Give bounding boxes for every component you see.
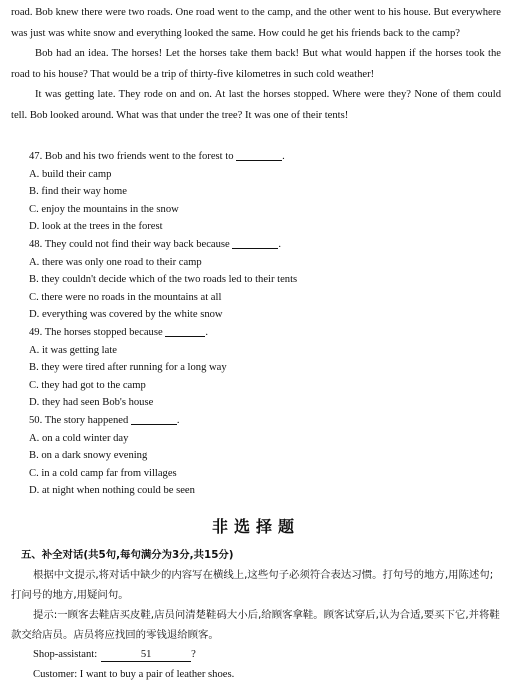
option: A. build their camp [29,168,112,180]
passage-paragraph-3: It was getting late. They rode on and on. At last the horses stopped. Where were they? None of them could tell. Bob looked around. What was that under the tree? It was one of their tents! [11,89,501,121]
answer-blank-51: 51 [101,649,191,662]
section-hint: 提示:一顾客去鞋店买皮鞋,店员问清楚鞋码大小后,给顾客拿鞋。顾客试穿后,认为合适,要买下它,并将鞋款交给店员。店员将应找回的零钱退给顾客。 [11,608,500,641]
section-title: 非选择题 [211,516,300,536]
option: C. in a cold camp far from villages [29,467,177,479]
option: C. there were no roads in the mountains at all [29,291,222,303]
section-heading: 五、补全对话(共5句,每句满分为3分,共15分) [21,548,234,561]
dialogue-line-1: Shop-assistant: 51 ? [33,648,196,660]
option: D. look at the trees in the forest [29,221,163,233]
question-50: 50. The story happened . A. on a cold winter day B. on a dark snowy evening C. in a cold camp far from villages D. at night when nothing could be seen [11,412,501,500]
question-47: 47. Bob and his two friends went to the forest to . A. build their camp B. find their way home C. enjoy the mountains in the snow D. look at the trees in the forest [11,148,501,236]
question-49: 49. The horses stopped because . A. it was getting late B. they were tired after running for a long way C. they had got to the camp D. they had seen Bob's house [11,324,501,412]
speaker-label: Shop-assistant: [33,648,98,660]
option: C. they had got to the camp [29,379,146,391]
option: C. enjoy the mountains in the snow [29,203,179,215]
option: D. everything was covered by the white snow [29,309,223,321]
option: B. on a dark snowy evening [29,450,148,462]
dialogue-line-2: Customer: I want to buy a pair of leather shoes. [33,668,235,680]
dialogue-section [11,545,501,645]
question-stem: 48. They could not find their way back because [29,238,230,250]
option: B. they couldn't decide which of the two roads led to their tents [29,274,298,286]
option: A. there was only one road to their camp [29,256,202,268]
answer-blank [131,414,177,425]
reading-passage [11,3,501,126]
answer-blank [236,150,282,161]
question-stem: 50. The story happened [29,414,129,426]
passage-paragraph-2: Bob had an idea. The horses! Let the horses take them back! But what would happen if the horses took the road to his house? That would be a trip of thirty-five kilometres in such cold weather! [11,48,501,80]
option: B. find their way home [29,186,127,198]
question-stem: 49. The horses stopped because [29,326,163,338]
option: D. at night when nothing could be seen [29,485,195,497]
passage-paragraph-1: road. Bob knew there were two roads. One road went to the camp, and the other went to his house. But everywhere was just was white snow and everything looked the same. How could he get his friends back to the camp? [11,7,501,39]
option: A. it was getting late [29,344,117,356]
option: B. they were tired after running for a long way [29,362,227,374]
option: D. they had seen Bob's house [29,397,154,409]
option: A. on a cold winter day [29,432,129,444]
question-48: 48. They could not find their way back because . A. there was only one road to their camp B. they couldn't decide which of the two roads led to their tents C. there were no roads in the mountains at all D. everything was covered by the white snow [11,236,501,324]
answer-blank [165,326,205,337]
section-instruction: 根据中文提示,将对话中缺少的内容写在横线上,这些句子必须符合表达习惯。打句号的地方,用陈述句;打问号的地方,用疑问句。 [11,568,494,601]
question-list [11,148,501,500]
question-stem: 47. Bob and his two friends went to the forest to [29,151,234,162]
dialogue [11,645,501,685]
answer-blank [232,238,278,249]
